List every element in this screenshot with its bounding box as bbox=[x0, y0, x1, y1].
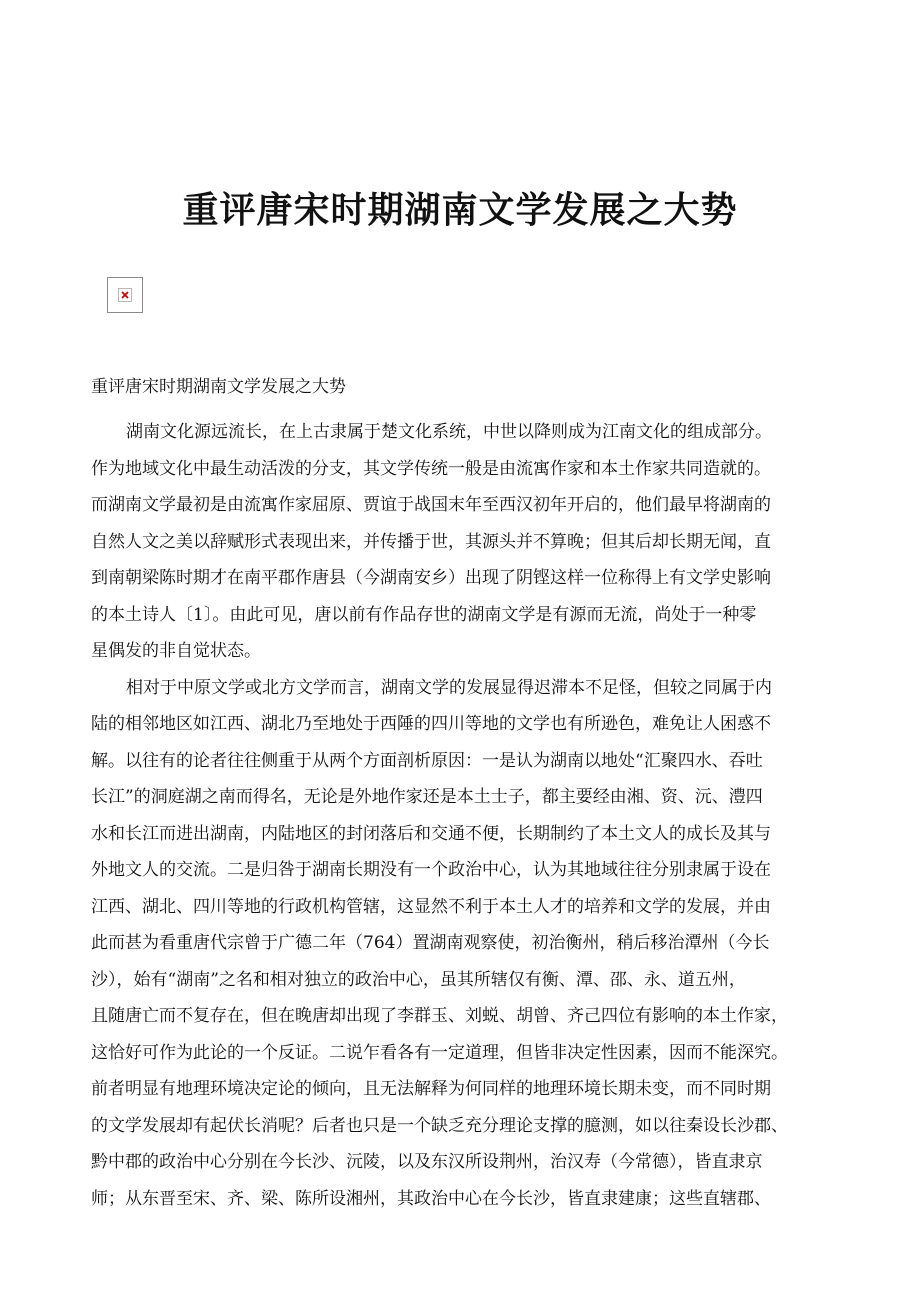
body-line: 江西、湖北、四川等地的行政机构管辖，这显然不利于本土人才的培养和文学的发展，并由 bbox=[91, 896, 771, 917]
body-line: 水和长江而进出湖南，内陆地区的封闭落后和交通不便，长期制约了本土文人的成长及其与 bbox=[91, 823, 771, 844]
body-line: 外地文人的交流。二是归咎于湖南长期没有一个政治中心，认为其地域往往分别隶属于设在 bbox=[91, 860, 771, 880]
body-line: 相对于中原文学或北方文学而言，湖南文学的发展显得迟滞本不足怪，但较之同属于内 bbox=[126, 677, 772, 698]
body-line: 湖南文化源远流长，在上古隶属于楚文化系统，中世以降则成为江南文化的组成部分。 bbox=[126, 422, 772, 442]
body-line: 解。以往有的论者往往侧重于从两个方面剖析原因：一是认为湖南以地处“汇聚四水、吞吐 bbox=[91, 750, 763, 771]
body-line: 长江”的洞庭湖之南而得名，无论是外地作家还是本土士子，都主要经由湘、资、沅、澧四 bbox=[91, 787, 763, 807]
document-body bbox=[91, 414, 851, 1217]
body-line: 师；从东晋至宋、齐、梁、陈所设湘州，其政治中心在今长沙，皆直隶建康；这些直辖郡、 bbox=[91, 1188, 771, 1209]
body-line: 的文学发展却有起伏长消呢？后者也只是一个缺乏充分理论支撑的臆测，如以往秦设长沙郡、 bbox=[91, 1115, 788, 1136]
body-line: 到南朝梁陈时期才在南平郡作唐县（今湖南安乡）出现了阴铿这样一位称得上有文学史影响 bbox=[91, 568, 771, 588]
body-line: 此而甚为看重唐代宗曾于广德二年（764）置湖南观察使，初治衡州，稍后移治潭州（今长 bbox=[91, 933, 770, 953]
body-line: 的本土诗人〔1〕。由此可见，唐以前有作品存世的湖南文学是有源而无流，尚处于一种零 bbox=[91, 604, 757, 625]
body-line: 而湖南文学最初是由流寓作家屈原、贾谊于战国末年至西汉初年开启的，他们最早将湖南的 bbox=[91, 495, 771, 515]
body-line: 且随唐亡而不复存在，但在晚唐却出现了李群玉、刘蜕、胡曾、齐己四位有影响的本土作家， bbox=[91, 1006, 788, 1026]
broken-image-icon bbox=[118, 288, 132, 302]
body-line: 陆的相邻地区如江西、湖北乃至地处于西陲的四川等地的文学也有所逊色，难免让人困惑不 bbox=[91, 714, 771, 734]
body-line: 黔中郡的政治中心分别在今长沙、沅陵，以及东汉所设荆州，治汉寿（今常德），皆直隶京 bbox=[91, 1152, 763, 1172]
broken-image-placeholder bbox=[107, 277, 143, 313]
body-line: 这恰好可作为此论的一个反证。二说乍看各有一定道理，但皆非决定性因素，因而不能深究。 bbox=[91, 1042, 788, 1063]
body-line: 前者明显有地理环境决定论的倾向，且无法解释为何同样的地理环境长期未变，而不同时期 bbox=[91, 1079, 771, 1099]
document-title: 重评唐宋时期湖南文学发展之大势 bbox=[182, 189, 738, 231]
body-line: 作为地域文化中最生动活泼的分支，其文学传统一般是由流寓作家和本土作家共同造就的。 bbox=[91, 458, 771, 479]
body-line: 自然人文之美以辞赋形式表现出来，并传播于世，其源头并不算晚；但其后却长期无闻，直 bbox=[91, 531, 771, 552]
body-line: 星偶发的非自觉状态。 bbox=[91, 641, 261, 661]
document-subtitle: 重评唐宋时期湖南文学发展之大势 bbox=[91, 377, 346, 397]
body-line: 沙），始有“湖南”之名和相对独立的政治中心，虽其所辖仅有衡、潭、邵、永、道五州， bbox=[91, 969, 746, 990]
